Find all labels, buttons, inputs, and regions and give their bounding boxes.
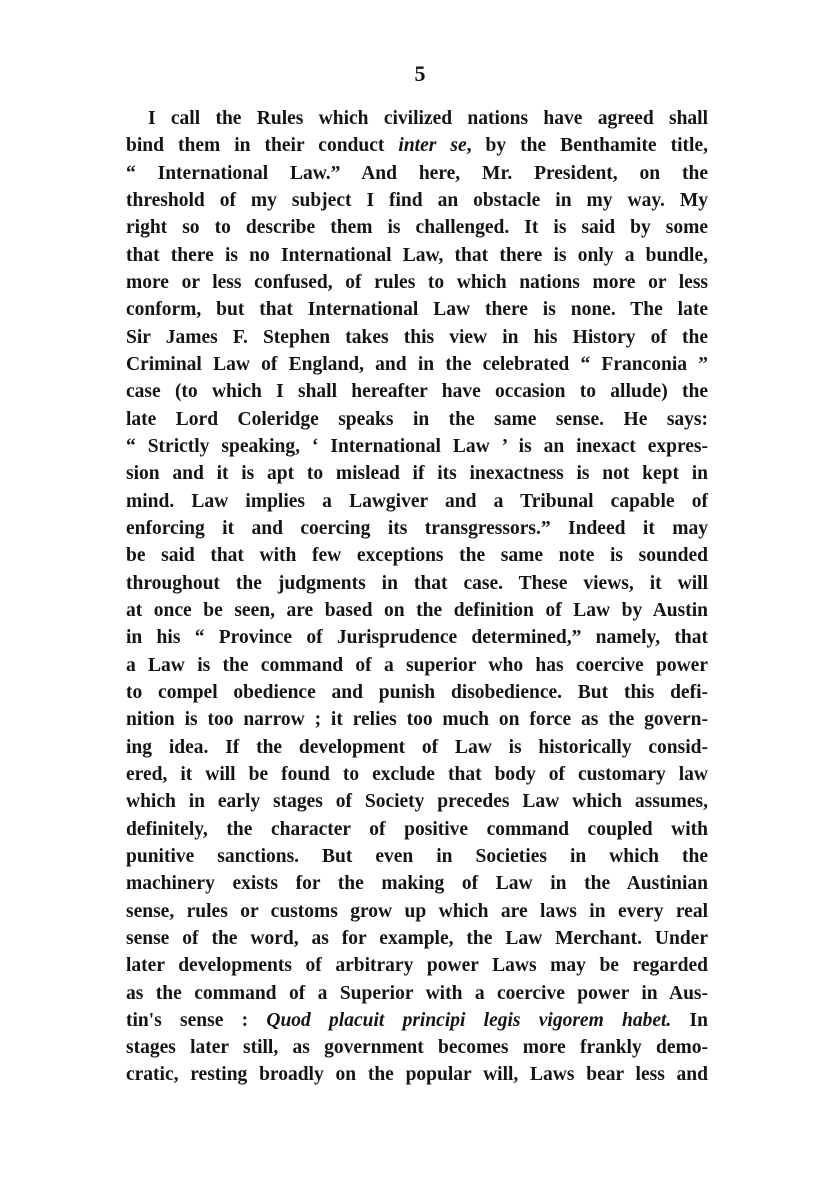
text-run: that there is no International Law, that there is only a bundle, [126, 244, 708, 266]
text-line [126, 542, 708, 569]
text-line [126, 269, 708, 296]
text-line [126, 898, 708, 925]
text-line [126, 679, 708, 706]
text-run: sense of the word, as for example, the Law Merchant. Under [126, 927, 708, 949]
text-run: right so to describe them is challenged. It is said by some [126, 217, 708, 239]
text-line [126, 105, 708, 132]
text-run: conform, but that International Law there is none. The late [126, 299, 708, 321]
text-run: sion and it is apt to mislead if its inexactness is not kept in [126, 463, 708, 485]
text-line [126, 706, 708, 733]
text-line [126, 734, 708, 761]
text-run: in his “ Province of Jurisprudence determined,” namely, that [126, 627, 708, 649]
text-run: Criminal Law of England, and in the celebrated “ Franconia ” [126, 353, 708, 375]
text-run: machinery exists for the making of Law in the Austinian [126, 873, 708, 895]
text-run: case (to which I shall hereafter have occasion to allude) the [126, 381, 708, 403]
text-line [126, 570, 708, 597]
text-run: nition is too narrow ; it relies too much on force as the govern- [126, 709, 708, 731]
text-run: threshold of my subject I find an obstacle in my way. My [126, 189, 708, 211]
text-run: at once be seen, are based on the definition of Law by Austin [126, 599, 708, 621]
text-run: “ Strictly speaking, ‘ International Law ’ is an inexact expres- [126, 435, 708, 457]
text-run: to compel obedience and punish disobedience. But this defi- [126, 681, 708, 703]
text-line [126, 433, 708, 460]
text-line [126, 1034, 708, 1061]
text-run: , by the Benthamite title, [466, 135, 708, 157]
text-line [126, 788, 708, 815]
text-run: later developments of arbitrary power Laws may be regarded [126, 955, 708, 977]
text-line [126, 652, 708, 679]
body-paragraph [126, 105, 708, 1089]
text-line [126, 351, 708, 378]
text-run: enforcing it and coercing its transgressors.” Indeed it may [126, 517, 708, 539]
text-line [126, 378, 708, 405]
text-run: In [671, 1009, 708, 1031]
text-line [126, 1007, 708, 1034]
text-line [126, 761, 708, 788]
text-line [126, 624, 708, 651]
text-run: bind them in their conduct [126, 135, 399, 157]
text-run: ing idea. If the development of Law is historically consid- [126, 736, 708, 758]
text-run: tin's sense : [126, 1009, 267, 1031]
text-run: as the command of a Superior with a coercive power in Aus- [126, 982, 708, 1004]
text-run: I call the Rules which civilized nations have agreed shall [148, 108, 708, 129]
text-line [126, 460, 708, 487]
text-line [126, 296, 708, 323]
text-line [126, 242, 708, 269]
text-run: a Law is the command of a superior who has coercive power [126, 654, 708, 676]
text-run: definitely, the character of positive command coupled with [126, 818, 708, 840]
text-run: “ International Law.” And here, Mr. President, on the [126, 162, 708, 184]
text-run: cratic, resting broadly on the popular will, Laws bear less and [126, 1064, 708, 1086]
text-line [126, 160, 708, 187]
text-run: which in early stages of Society precedes Law which assumes, [126, 791, 708, 813]
text-run: more or less confused, of rules to which nations more or less [126, 271, 708, 293]
page-number: 5 [414, 61, 426, 86]
text-line [126, 980, 708, 1007]
text-run: Sir James F. Stephen takes this view in his History of the [126, 326, 708, 348]
text-run: be said that with few exceptions the same note is sounded [126, 545, 708, 567]
text-line [126, 1061, 708, 1088]
text-line [126, 488, 708, 515]
text-line [126, 816, 708, 843]
text-line [126, 132, 708, 159]
italic-phrase: inter se [398, 135, 467, 157]
text-line [126, 843, 708, 870]
text-run: ered, it will be found to exclude that body of customary law [126, 763, 708, 785]
text-line [126, 597, 708, 624]
text-line [126, 870, 708, 897]
text-line [126, 515, 708, 542]
text-line [126, 952, 708, 979]
text-run: late Lord Coleridge speaks in the same sense. He says: [126, 408, 708, 430]
text-run: mind. Law implies a Lawgiver and a Tribunal capable of [126, 490, 708, 512]
text-line [126, 925, 708, 952]
text-run: sense, rules or customs grow up which are laws in every real [126, 900, 708, 922]
text-run: stages later still, as government becomes more frankly demo- [126, 1037, 708, 1059]
text-line [126, 214, 708, 241]
italic-phrase: Quod placuit principi legis vigorem habet. [266, 1009, 672, 1031]
text-run: throughout the judgments in that case. These views, it will [126, 572, 708, 594]
text-line [126, 187, 708, 214]
text-run: punitive sanctions. But even in Societies in which the [126, 845, 708, 867]
text-line [126, 406, 708, 433]
text-line [126, 324, 708, 351]
